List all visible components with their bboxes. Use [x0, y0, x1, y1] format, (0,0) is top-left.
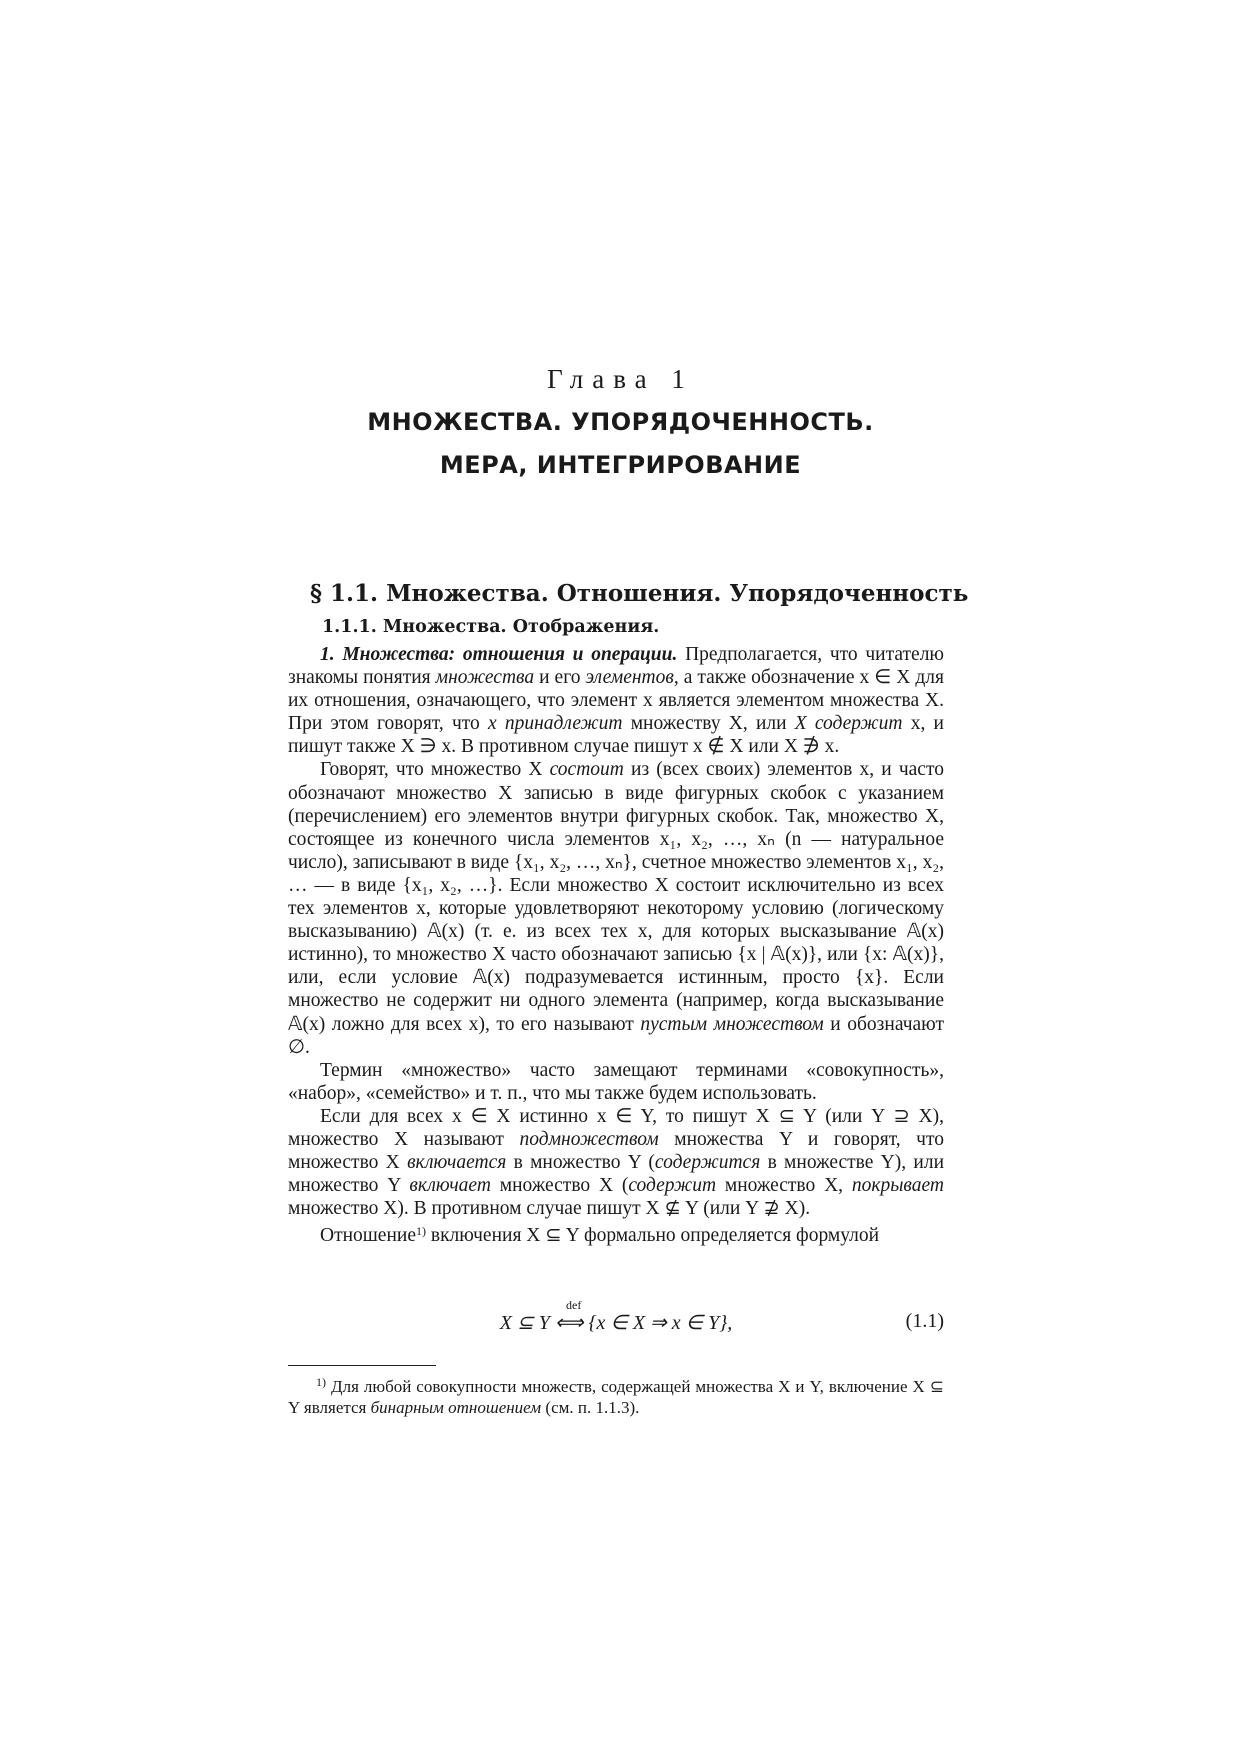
- text-run: в множестве Y), или множество Y: [288, 1152, 945, 1197]
- chapter-title: [0, 401, 1241, 487]
- emphasis: включается: [407, 1152, 507, 1174]
- emphasis: элементов: [585, 667, 674, 689]
- text-run: и его: [534, 667, 586, 689]
- equation-number: (1.1): [905, 1310, 944, 1332]
- emphasis: бинарным отношением: [370, 1398, 542, 1417]
- formula-text: X ⊆ Y ⟺ {x ∈ X ⇒ x ∈ Y},: [499, 1312, 733, 1334]
- emphasis: множества: [435, 667, 535, 689]
- footnote: [288, 1372, 944, 1418]
- paragraph-3: [288, 1059, 944, 1105]
- emphasis: подмножеством: [519, 1128, 659, 1150]
- chapter-title-line-1: МНОЖЕСТВА. УПОРЯДОЧЕННОСТЬ.: [367, 408, 874, 436]
- text-run: Отношение: [320, 1225, 416, 1247]
- text-run: Для любой совокупности множеств, содержащей множества X и Y, включение X ⊆ Y является: [288, 1377, 944, 1417]
- text-run: (см. п. 1.1.3).: [541, 1398, 640, 1417]
- chapter-label: Глава 1: [547, 364, 694, 394]
- body-text: [288, 643, 944, 1247]
- text-run: множество X (: [490, 1175, 629, 1197]
- emphasis: пустым множеством: [640, 1013, 824, 1035]
- text-run: Если для всех x ∈ X истинно x ∈ Y, то пишут X ⊆ Y (или Y ⊇ X), множество X называют: [288, 1105, 944, 1150]
- paragraph-1: [288, 643, 944, 758]
- emphasis: X содержит: [794, 713, 903, 735]
- subsection-title: 1.1.1. Множества. Отображения.: [322, 617, 660, 637]
- chapter-title-line-2: МЕРА, ИНТЕГРИРОВАНИЕ: [439, 451, 802, 479]
- paragraph-4: [288, 1105, 944, 1220]
- text-run: Говорят, что множество X: [320, 759, 550, 781]
- text-run: включения X ⊆ Y формально определяется формулой: [426, 1225, 880, 1247]
- section-title: § 1.1. Множества. Отношения. Упорядоченность: [310, 580, 969, 607]
- formula: [288, 1298, 944, 1335]
- text-run: из (всех своих) элементов x, и часто обозначают множество X записью в виде фигурных скобок с указанием (перечислением) его элементов внутри фигурных скобок. Так, множество X, состоящее из конечного числа элементов x₁, x₂, …, xₙ (n — натуральное число), записывают в виде {x₁, x₂, …, xₙ}, счетное множество элементов x₁, x₂, … — в виде {x₁, x₂, …}. Если множество X состоит исключительно из всех тех элементов x, которые удовлетворяют некоторому условию (логическому высказыванию) 𝔸(x) (т. е. из всех тех x, для которых высказывание 𝔸(x) истинно), то множество X часто обозначают записью {x | 𝔸(x)}, или {x: 𝔸(x)}, или, если условие 𝔸(x) подразумевается истинным, просто {x}. Если множество не содержит ни одного элемента (например, когда высказывание 𝔸(x) ложно для всех x), то его называют: [288, 759, 944, 1035]
- text-run: и обозначают ∅.: [288, 1013, 944, 1058]
- emphasis: x принадлежит: [487, 713, 623, 735]
- paragraph-5: [288, 1220, 944, 1247]
- emphasis: включает: [409, 1175, 491, 1197]
- emphasis: содержит: [628, 1175, 717, 1197]
- text-run: в множество Y (: [506, 1152, 655, 1174]
- text-run: множество X,: [716, 1175, 852, 1197]
- emphasis: состоит: [549, 759, 624, 781]
- footnote-divider: [288, 1365, 436, 1366]
- text-run: Термин «множество» часто замещают терминами «совокупность», «набор», «семейство» и т. п., что мы также будем использовать.: [288, 1059, 944, 1104]
- formula-def-label: def: [566, 1298, 582, 1312]
- emphasis: покрывает: [851, 1175, 944, 1197]
- paragraph-2: [288, 758, 944, 1058]
- emphasis: содержится: [654, 1152, 761, 1174]
- text-run: , а также обозначение x ∈ X для их отношения, означающего, что элемент x является элементом множества X. При этом говорят, что: [288, 667, 944, 735]
- paragraph-heading: 1. Множества: отношения и операции.: [320, 644, 678, 665]
- text-run: множества Y и говорят, что множество X: [288, 1128, 945, 1174]
- text-run: множеству X, или: [622, 713, 795, 735]
- text-run: Предполагается, что читателю знакомы понятия: [288, 644, 944, 689]
- text-run: множество X). В противном случае пишут X ⊈ Y (или Y ⊉ X).: [288, 1198, 811, 1220]
- footnote-ref[interactable]: 1): [416, 1224, 426, 1239]
- footnote-mark: 1): [316, 1375, 326, 1389]
- text-run: x, и пишут также X ∋ x. В противном случае пишут x ∉ X или X ∌ x.: [288, 713, 944, 758]
